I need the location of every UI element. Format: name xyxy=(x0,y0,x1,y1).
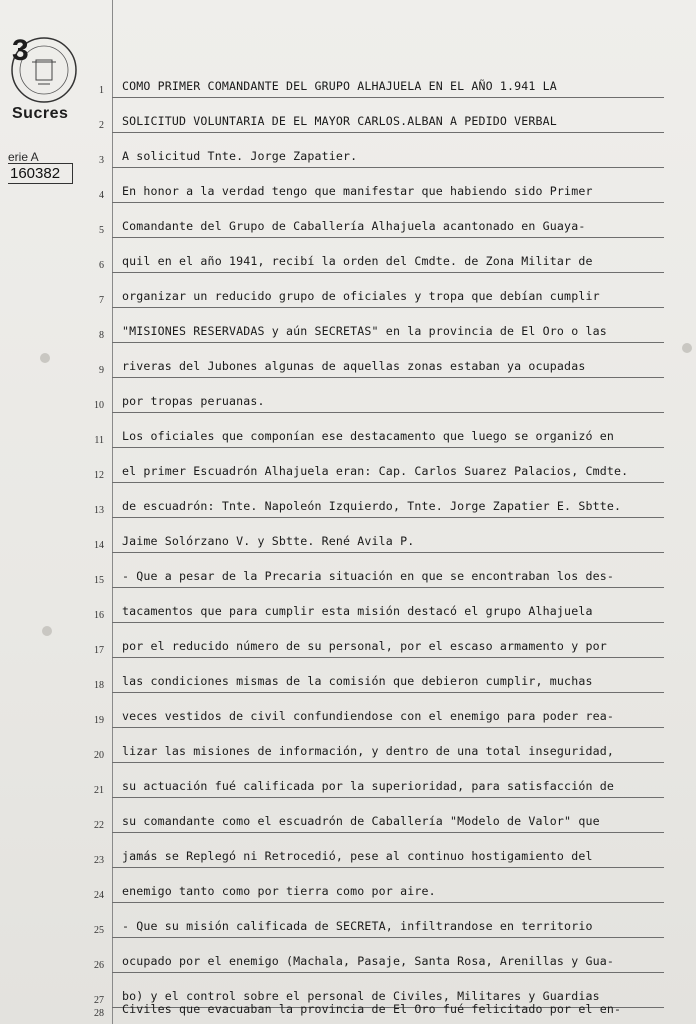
line-text: lizar las misiones de información, y dentro de una total inseguridad, xyxy=(122,744,614,758)
text-line xyxy=(76,272,636,308)
text-line xyxy=(76,377,636,413)
text-line xyxy=(76,412,636,448)
text-line xyxy=(76,587,636,623)
text-line xyxy=(76,167,636,203)
text-line xyxy=(76,447,636,483)
stamp-number: 3 xyxy=(12,34,29,67)
line-text: de escuadrón: Tnte. Napoleón Izquierdo, Tnte. Jorge Zapatier E. Sbtte. xyxy=(122,499,622,513)
text-line xyxy=(76,97,636,133)
line-text: veces vestidos de civil confundiendose con el enemigo para poder rea- xyxy=(122,709,614,723)
line-text: bo) y el control sobre el personal de Civiles, Militares y Guardias xyxy=(122,989,600,1003)
line-number: 21 xyxy=(94,785,104,796)
text-line xyxy=(76,902,636,938)
line-number: 4 xyxy=(99,190,104,201)
line-number: 26 xyxy=(94,960,104,971)
line-number: 22 xyxy=(94,820,104,831)
serie-label: erie A xyxy=(8,150,39,164)
line-text: por tropas peruanas. xyxy=(122,394,265,408)
text-line xyxy=(76,482,636,518)
line-text: A solicitud Tnte. Jorge Zapatier. xyxy=(122,149,358,163)
line-number: 2 xyxy=(99,120,104,131)
line-text: COMO PRIMER COMANDANTE DEL GRUPO ALHAJUELA EN EL AÑO 1.941 LA xyxy=(122,79,557,93)
line-text: Civiles que evacuaban la provincia de El Oro fué felicitado por el en- xyxy=(122,1002,622,1016)
line-number: 6 xyxy=(99,260,104,271)
line-number: 5 xyxy=(99,225,104,236)
line-number: 15 xyxy=(94,575,104,586)
line-number: 3 xyxy=(99,155,104,166)
line-text: el primer Escuadrón Alhajuela eran: Cap. Carlos Suarez Palacios, Cmdte. xyxy=(122,464,629,478)
text-line xyxy=(76,692,636,728)
text-line xyxy=(76,985,636,1021)
punch-hole xyxy=(42,626,52,636)
text-line xyxy=(76,342,636,378)
line-number: 24 xyxy=(94,890,104,901)
line-text: por el reducido número de su personal, por el escaso armamento y por xyxy=(122,639,607,653)
text-line xyxy=(76,202,636,238)
line-text: riveras del Jubones algunas de aquellas zonas estaban ya ocupadas xyxy=(122,359,586,373)
line-number: 8 xyxy=(99,330,104,341)
line-text: - Que a pesar de la Precaria situación en que se encontraban los des- xyxy=(122,569,614,583)
line-text: su comandante como el escuadrón de Caballería "Modelo de Valor" que xyxy=(122,814,600,828)
line-number: 28 xyxy=(94,1008,104,1019)
punch-hole xyxy=(682,343,692,353)
text-line xyxy=(76,622,636,658)
text-line xyxy=(76,937,636,973)
text-line xyxy=(76,797,636,833)
line-text: Comandante del Grupo de Caballería Alhajuela acantonado en Guaya- xyxy=(122,219,586,233)
line-text: jamás se Replegó ni Retrocedió, pese al continuo hostigamiento del xyxy=(122,849,593,863)
serie-number: 160382 xyxy=(8,163,73,184)
line-number: 14 xyxy=(94,540,104,551)
stamp-word: Sucres xyxy=(12,105,69,122)
line-number: 23 xyxy=(94,855,104,866)
text-line xyxy=(76,62,636,98)
text-line xyxy=(76,727,636,763)
line-text: Jaime Solórzano V. y Sbtte. René Avila P. xyxy=(122,534,415,548)
text-line xyxy=(76,237,636,273)
line-number: 20 xyxy=(94,750,104,761)
line-text: Los oficiales que componían ese destacamento que luego se organizó en xyxy=(122,429,614,443)
line-text: las condiciones mismas de la comisión que debieron cumplir, muchas xyxy=(122,674,593,688)
line-number: 18 xyxy=(94,680,104,691)
line-number: 16 xyxy=(94,610,104,621)
line-number: 9 xyxy=(99,365,104,376)
text-line xyxy=(76,307,636,343)
text-line xyxy=(76,552,636,588)
line-number: 27 xyxy=(94,995,104,1006)
text-line xyxy=(76,132,636,168)
punch-hole xyxy=(40,353,50,363)
line-text: - Que su misión calificada de SECRETA, infiltrandose en territorio xyxy=(122,919,593,933)
text-line xyxy=(76,867,636,903)
line-text: En honor a la verdad tengo que manifestar que habiendo sido Primer xyxy=(122,184,593,198)
line-number: 25 xyxy=(94,925,104,936)
text-line xyxy=(76,517,636,553)
line-number: 11 xyxy=(94,435,104,446)
line-text: tacamentos que para cumplir esta misión destacó el grupo Alhajuela xyxy=(122,604,593,618)
line-number: 1 xyxy=(99,85,104,96)
line-text: "MISIONES RESERVADAS y aún SECRETAS" en la provincia de El Oro o las xyxy=(122,324,607,338)
line-text: ocupado por el enemigo (Machala, Pasaje, Santa Rosa, Arenillas y Gua- xyxy=(122,954,614,968)
line-text: su actuación fué calificada por la superioridad, para satisfacción de xyxy=(122,779,614,793)
sucres-stamp xyxy=(8,22,78,122)
line-text: quil en el año 1941, recibí la orden del Cmdte. de Zona Militar de xyxy=(122,254,593,268)
line-number: 19 xyxy=(94,715,104,726)
line-number: 12 xyxy=(94,470,104,481)
line-number: 17 xyxy=(94,645,104,656)
text-line xyxy=(76,762,636,798)
line-text: organizar un reducido grupo de oficiales y tropa que debían cumplir xyxy=(122,289,600,303)
line-number: 10 xyxy=(94,400,104,411)
line-number: 13 xyxy=(94,505,104,516)
line-number: 7 xyxy=(99,295,104,306)
text-line xyxy=(76,657,636,693)
line-text: enemigo tanto como por tierra como por aire. xyxy=(122,884,436,898)
text-line xyxy=(76,832,636,868)
line-text: SOLICITUD VOLUNTARIA DE EL MAYOR CARLOS.ALBAN A PEDIDO VERBAL xyxy=(122,114,557,128)
